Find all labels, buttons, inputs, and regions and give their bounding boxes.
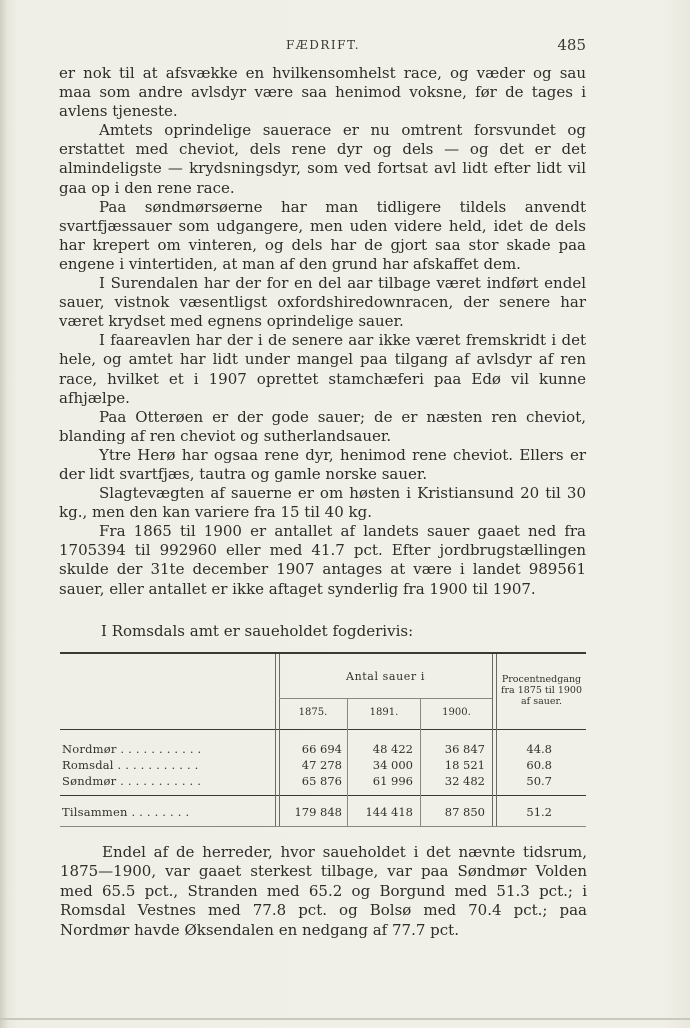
page-binding-edge — [0, 0, 7, 1028]
body-text — [59, 64, 586, 599]
paragraph: Ytre Herø har ogsaa rene dyr, henimod rene cheviot. Ellers er der lidt svartfjæs, tautra og gamle norske sauer. — [59, 445, 586, 483]
paragraph: Paa søndmørsøerne har man tidligere tildels anvendt svartfjæssauer som udgangere, men uden videre held, idet de dels har krepert om vinteren, og dels har de gjort saa stor skade paa engene i vintertiden, at man af den grund har afskaffet dem. — [59, 197, 586, 273]
page-number: 485 — [557, 36, 586, 54]
cell-1900: 18 521 — [444, 758, 485, 772]
total-1891: 144 418 — [365, 805, 413, 819]
table-divider — [492, 654, 493, 826]
total-1900: 87 850 — [444, 805, 485, 819]
paragraph: er nok til at afsvække en hvilkensomhelst race, og væder og sau maa som andre avlsdyr være saa henimod voksne, før de tages i avlens tjeneste. — [59, 64, 586, 121]
cell-1875: 65 876 — [301, 774, 342, 788]
paragraph: Slagtevægten af sauerne er om høsten i Kristiansund 20 til 30 kg., men den kan variere fra 15 til 40 kg. — [59, 484, 586, 522]
year-header-1875: 1875. — [298, 707, 328, 718]
table-subheader-rule — [279, 698, 492, 699]
cell-percent: 44.8 — [526, 742, 552, 756]
paragraph: Endel af de herreder, hvor saueholdet i det nævnte tidsrum, 1875—1900, var gaaet sterkest tilbage, var paa Søndmør Volden med 65.5 pct., Stranden med 65.2 og Borgund med 51.3 pct.; i Romsdal Vestnes med 77.8 pct. og Bolsø med 70.4 pct.; paa Nordmør havde Øksendalen en nedgang af 77.7 pct. — [60, 843, 587, 939]
paragraph: Fra 1865 til 1900 er antallet af landets sauer gaaet ned fra 1705394 til 992960 eller med 41.7 pct. Efter jordbrugstællingen skulde der 31te december 1907 antages at være i landet 989561 sauer, eller antallet er ikke aftaget synderlig fra 1900 til 1907. — [59, 522, 586, 598]
cell-percent: 50.7 — [526, 774, 552, 788]
paragraph: Amtets oprindelige sauerace er nu omtrent forsvundet og erstattet med cheviot, dels rene dyr og dels — og det er det almindeligste — krydsningsdyr, som ved fortsat avl lidt efter lidt vil gaa op i den rene race. — [59, 121, 586, 197]
year-header-1891: 1891. — [369, 707, 399, 718]
group-header: Antal sauer i — [346, 670, 425, 683]
paragraph: Paa Otterøen er der gode sauer; de er næsten ren cheviot, blanding af ren cheviot og sutherlandsauer. — [59, 407, 586, 445]
row-label: Søndmør . . . . . . . . . . . — [62, 774, 202, 788]
row-label: Romsdal . . . . . . . . . . . — [62, 758, 199, 772]
cell-1891: 34 000 — [372, 758, 413, 772]
page-bottom-edge — [0, 1018, 690, 1020]
percent-header: Procentnedgang fra 1875 til 1900 af sauer. — [500, 674, 583, 707]
total-percent: 51.2 — [526, 805, 552, 819]
row-label: Nordmør . . . . . . . . . . . — [62, 742, 202, 756]
table-total-rule — [60, 795, 586, 796]
sheep-table — [60, 652, 586, 828]
cell-percent: 60.8 — [526, 758, 552, 772]
cell-1891: 48 422 — [372, 742, 413, 756]
paragraph: I faareavlen har der i de senere aar ikke været fremskridt i det hele, og amtet har lidt under mangel paa tilgang af avlsdyr af ren race, hvilket et i 1907 oprettet stamchæferi paa Edø vil kunne afhjælpe. — [59, 331, 586, 407]
closing-text — [60, 843, 587, 940]
table-top-rule — [60, 652, 586, 654]
running-head: FÆDRIFT. — [285, 38, 361, 52]
page-header — [60, 38, 586, 58]
cell-1900: 32 482 — [444, 774, 485, 788]
cell-1891: 61 996 — [372, 774, 413, 788]
table-bottom-rule — [60, 826, 586, 827]
total-1875: 179 848 — [294, 805, 342, 819]
year-header-1900: 1900. — [442, 707, 471, 718]
total-row-label: Tilsammen . . . . . . . . — [62, 805, 190, 819]
cell-1900: 36 847 — [444, 742, 485, 756]
cell-1875: 66 694 — [301, 742, 342, 756]
paragraph: I Surendalen har der for en del aar tilbage været indført endel sauer, vistnok væsentligst oxfordshiredownracen, der senere har været krydset med egnens oprindelige sauer. — [59, 274, 586, 331]
table-divider — [275, 654, 276, 826]
cell-1875: 47 278 — [301, 758, 342, 772]
table-caption: I Romsdals amt er saueholdet fogderivis: — [101, 622, 414, 640]
table-header-rule — [60, 729, 586, 730]
